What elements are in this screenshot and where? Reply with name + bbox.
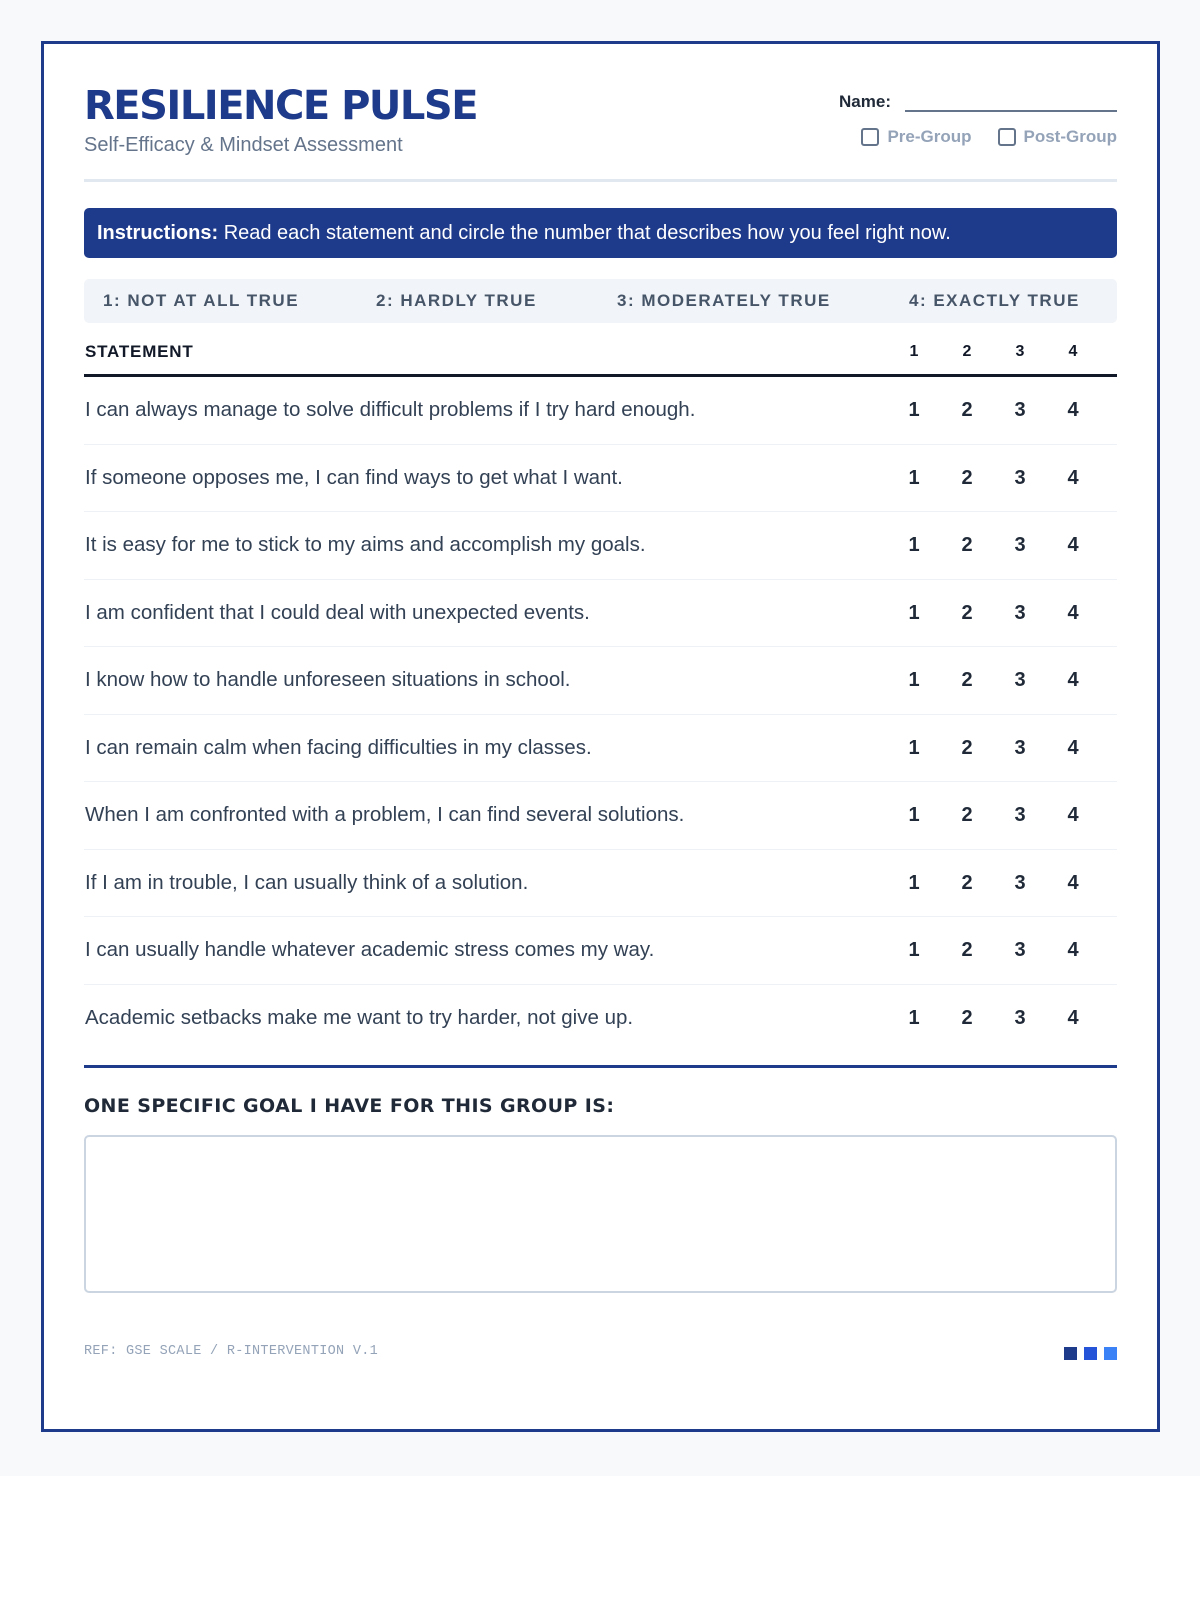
statement-column-header: STATEMENT	[85, 342, 194, 361]
statement-text: I can always manage to solve difficult problems if I try hard enough.	[85, 398, 696, 421]
statement-text: I can usually handle whatever academic stress comes my way.	[85, 938, 655, 961]
rating-option-3[interactable]: 3	[1014, 466, 1026, 489]
page-subtitle: Self-Efficacy & Mindset Assessment	[84, 134, 403, 156]
name-field-group	[839, 88, 1117, 112]
goal-label: ONE SPECIFIC GOAL I HAVE FOR THIS GROUP IS:	[84, 1095, 615, 1117]
rating-option-4[interactable]: 4	[1067, 804, 1079, 826]
rating-option-3[interactable]: 3	[1014, 1006, 1026, 1029]
rating-option-3[interactable]: 3	[1014, 601, 1026, 624]
header-divider	[84, 179, 1117, 182]
table-body	[84, 377, 1117, 1051]
table-row	[84, 445, 1117, 513]
post-group-checkbox[interactable]	[998, 128, 1016, 146]
instructions-text: Read each statement and circle the number that describes how you feel right now.	[223, 222, 951, 244]
name-label: Name:	[839, 92, 891, 111]
scale-key-2: 2: HARDLY TRUE	[376, 291, 537, 310]
rating-option-2[interactable]: 2	[961, 871, 973, 894]
rating-option-1[interactable]: 1	[908, 669, 920, 691]
name-input-line[interactable]	[905, 88, 1117, 112]
rating-option-3[interactable]: 3	[1014, 804, 1026, 826]
rating-option-2[interactable]: 2	[961, 939, 973, 961]
rating-option-2[interactable]: 2	[961, 601, 973, 624]
section-divider	[84, 1065, 1117, 1068]
pre-group-option[interactable]	[861, 127, 971, 147]
rating-option-1[interactable]: 1	[908, 804, 920, 826]
rating-option-3[interactable]: 3	[1014, 534, 1026, 556]
rating-option-4[interactable]: 4	[1067, 399, 1079, 421]
table-row	[84, 715, 1117, 783]
table-row	[84, 580, 1117, 648]
rating-option-1[interactable]: 1	[908, 399, 920, 421]
pre-group-checkbox[interactable]	[861, 128, 879, 146]
table-row	[84, 647, 1117, 715]
table-row	[84, 850, 1117, 918]
rating-option-1[interactable]: 1	[908, 601, 920, 624]
group-selector	[835, 127, 1117, 147]
scale-key-3: 3: MODERATELY TRUE	[617, 291, 831, 310]
rating-option-2[interactable]: 2	[961, 669, 973, 691]
table-row	[84, 377, 1117, 445]
rating-option-2[interactable]: 2	[961, 466, 973, 489]
footer-dot	[1064, 1347, 1077, 1360]
statement-text: I am confident that I could deal with unexpected events.	[85, 600, 590, 624]
rating-option-4[interactable]: 4	[1067, 534, 1079, 556]
instructions-banner	[84, 208, 1117, 258]
footer-reference: REF: GSE SCALE / R-INTERVENTION V.1	[84, 1344, 379, 1359]
footer-dot	[1104, 1347, 1117, 1360]
table-row	[84, 782, 1117, 850]
rating-option-3[interactable]: 3	[1014, 871, 1026, 894]
footer-dot	[1084, 1347, 1097, 1360]
rating-option-1[interactable]: 1	[908, 736, 920, 759]
rating-option-4[interactable]: 4	[1067, 1006, 1079, 1029]
rating-option-3[interactable]: 3	[1014, 399, 1026, 421]
table-row	[84, 917, 1117, 985]
rating-header-3: 3	[1015, 343, 1025, 360]
goal-textbox[interactable]	[84, 1135, 1117, 1293]
rating-option-4[interactable]: 4	[1067, 736, 1079, 759]
rating-option-3[interactable]: 3	[1014, 939, 1026, 961]
rating-option-4[interactable]: 4	[1067, 466, 1079, 489]
statement-text: It is easy for me to stick to my aims and accomplish my goals.	[85, 533, 646, 556]
scale-key-1: 1: NOT AT ALL TRUE	[103, 291, 300, 310]
page-title: RESILIENCE PULSE	[84, 83, 478, 129]
statement-text: When I am confronted with a problem, I can find several solutions.	[85, 803, 685, 826]
scale-key-4: 4: EXACTLY TRUE	[909, 291, 1080, 310]
statement-text: If I am in trouble, I can usually think of a solution.	[85, 870, 529, 894]
rating-scale-key	[84, 279, 1117, 323]
rating-option-1[interactable]: 1	[908, 939, 920, 961]
rating-option-2[interactable]: 2	[961, 1006, 973, 1029]
rating-header-1: 1	[909, 343, 919, 360]
rating-header-2: 2	[962, 343, 972, 360]
rating-option-4[interactable]: 4	[1067, 939, 1079, 961]
rating-option-1[interactable]: 1	[908, 871, 920, 894]
table-header	[84, 334, 1117, 377]
instructions-label: Instructions:	[97, 222, 219, 244]
post-group-label: Post-Group	[1023, 127, 1117, 146]
rating-option-4[interactable]: 4	[1067, 669, 1079, 691]
table-row	[84, 512, 1117, 580]
rating-option-2[interactable]: 2	[961, 804, 973, 826]
statement-text: Academic setbacks make me want to try harder, not give up.	[85, 1005, 634, 1029]
rating-option-1[interactable]: 1	[908, 466, 920, 489]
rating-option-2[interactable]: 2	[961, 736, 973, 759]
statement-text: If someone opposes me, I can find ways to get what I want.	[85, 465, 623, 489]
statement-table	[84, 334, 1117, 1051]
table-row	[84, 985, 1117, 1052]
post-group-option[interactable]	[998, 127, 1118, 147]
rating-option-2[interactable]: 2	[961, 534, 973, 556]
rating-option-3[interactable]: 3	[1014, 736, 1026, 759]
rating-option-2[interactable]: 2	[961, 399, 973, 421]
rating-option-3[interactable]: 3	[1014, 669, 1026, 691]
pre-group-label: Pre-Group	[887, 127, 972, 146]
statement-text: I know how to handle unforeseen situations in school.	[85, 668, 571, 691]
footer-decoration	[1057, 1347, 1117, 1360]
rating-option-1[interactable]: 1	[908, 1006, 920, 1029]
assessment-sheet	[41, 41, 1160, 1432]
rating-option-1[interactable]: 1	[908, 534, 920, 556]
rating-option-4[interactable]: 4	[1067, 601, 1079, 624]
rating-header-4: 4	[1068, 343, 1078, 360]
rating-option-4[interactable]: 4	[1067, 871, 1079, 894]
statement-text: I can remain calm when facing difficulties in my classes.	[85, 735, 592, 759]
